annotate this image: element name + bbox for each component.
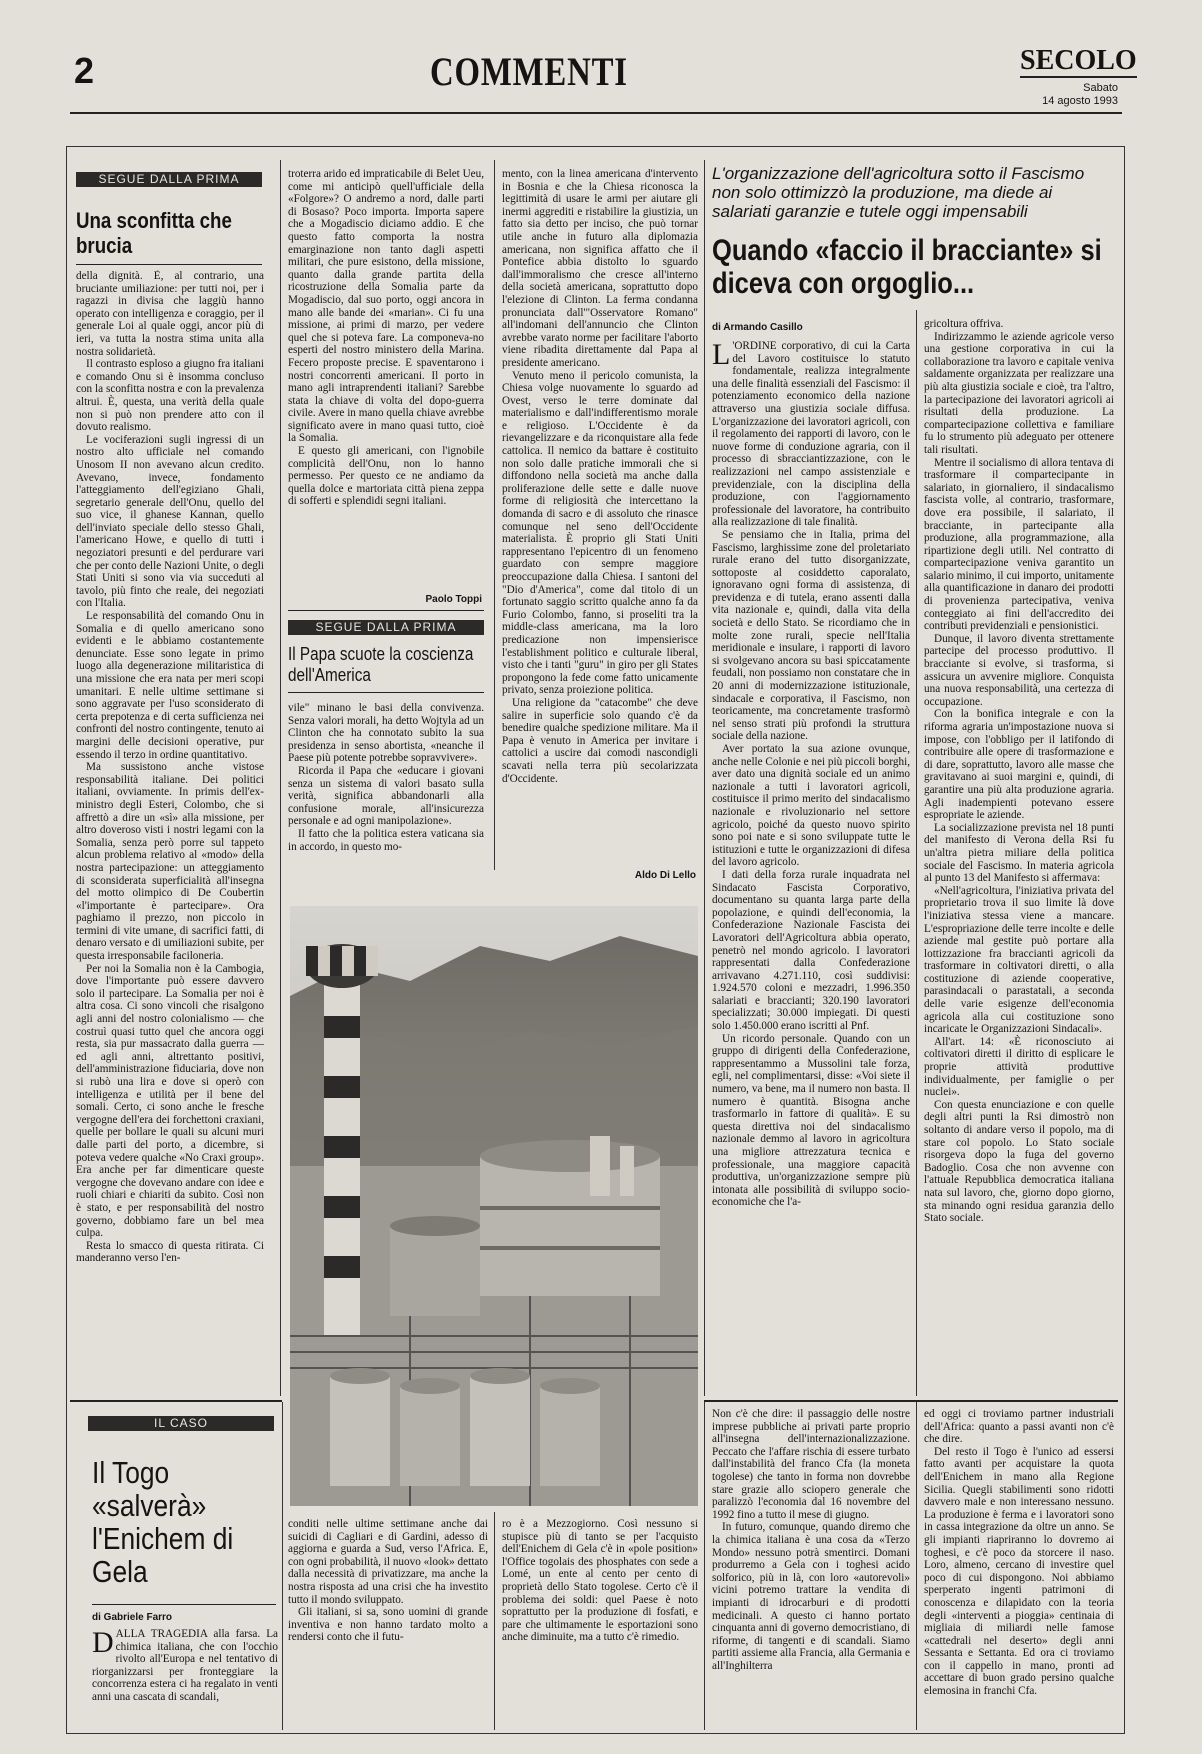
paragraph: Ma sussistono anche vistose responsabilità italiane. Dei politici italiani, ovviamente. In primis dell'ex-ministro degli Esteri, Colombo, che si affrettò a dire un «sì» alla missione, per altro doveroso visti i nostri legami con la Somalia, senza però porre sul tappeto alcun problema relativo al «modo» della nostra partecipazione: un atteggiamento di sconsiderata superficialità all'insegna del motto olimpico di De Coubertin «l'importante è partecipare». Ora paghiamo il prezzo, non piccolo in termini di vite umane, di sacrifici fatti, di denaro versato e di umiliazioni subite, per questa irresponsabile faciloneria. — [76, 761, 264, 963]
article4-col1 — [92, 1628, 278, 1724]
paragraph: della dignità. È, al contrario, una bruciante umiliazione: per tutti noi, per i ragazzi in divisa che laggiù hanno operato con intelligenza e coraggio, per il generale Loi al quale oggi, ancor più di ieri, va tutta la nostra stima unita alla nostra solidarietà. — [76, 270, 264, 358]
dateline-date: 14 agosto 1993 — [1042, 95, 1118, 107]
paragraph: Per noi la Somalia non è la Cambogia, dove l'importante può essere davvero solo il partecipare. La Somalia per noi è altra cosa. Ci sono vincoli che risalgono agli anni del nostro colonialismo — che costruì quasi tutto quel che ancora oggi resta, sia pur massacrato dalla guerra — ed agli anni, altrettanto positivi, dell'amministrazione fiduciaria, dove non si rubò una lira e dove si operò con intelligenza e utilità per il bene del somali. Certo, ci sono anche le fresche vergogne dell'era dei forchettoni craxiani, quelle per bollare le quali su alcuni muri dalle parti del porto, a dicembre, si poteva vedere qualche «No Craxi group». Era anche per far dimenticare queste vergogne che dovevano andare con idee e ruoli chiari e chiariti da subito. Così non è stato, e per responsabilità del nostro governo, dobbiamo fare un bel mea culpa. — [76, 962, 264, 1240]
column-rule — [916, 1402, 917, 1730]
paragraph: Ricorda il Papa che «educare i giovani senza un sistema di valori basato sulla verità, significa abbandonarli alla confusione morale, all'insicurezza personale e ad ogni manipolazione». — [288, 764, 484, 828]
article1-col2 — [288, 168, 484, 580]
paragraph: Resta lo smacco di questa ritirata. Ci manderanno verso l'en- — [76, 1239, 264, 1265]
article3-col1 — [712, 340, 910, 1400]
article3-byline: di Armando Casillo — [712, 322, 803, 333]
article4-col5 — [924, 1408, 1114, 1728]
paragraph: Le vociferazioni sugli ingressi di un nostro alto ufficiale nel comando Unosom II non avevano alcun credito. Avevano, invece, fondamento l'atteggiamento dell'egiziano Ghali, segretario generale dell'Onu, quello del suo vice, il ghanese Kannan, quello dell'inviato speciale dello stesso Ghali, l'americano Howe, e quello di tutti i negoziatori presunti e del perdurare vari che per conto delle Nazioni Unite, o degli Stati Uniti si sono via via succeduti al tavolo, più finto che reale, dei negoziati con l'Italia. — [76, 433, 264, 610]
article1-kicker: SEGUE DALLA PRIMA — [76, 172, 262, 187]
paragraph: mento, con la linea americana d'intervento in Bosnia e che la Chiesa riconosca la legittimità di usare le armi per aiutare gli inermi aggrediti e ristabilire la giustizia, un fatto sia detto per inciso, che può tornar utile anche in futuro alla diplomazia americana, non significa affatto che il Pontefice abbia distolto lo sguardo dall'immoralismo che cresce all'interno della società americana, soprattutto dopo l'elezione di Clinton. La ferma condanna pronunciata dall'"Osservatore Romano" all'indomani dell'annuncio che Clinton avrebbe varato norme per facilitare l'aborto viene ribadita direttamente dal Papa al presidente americano. — [502, 168, 698, 369]
paragraph: Una religione da "catacombe" che deve salire in superficie solo quando c'è da benedire qualche spedizione militare. Ma il Papa è venuto in America per invitare i cattolici a uscire dai comodi nascondigli scavati nella terra più secolarizzata d'Occidente. — [502, 696, 698, 785]
article2-headline: Il Papa scuote la coscienza dell'America — [288, 644, 474, 685]
paragraph: Del resto il Togo è l'unico ad essersi fatto avanti per acquistare la quota dell'Enichem in mano alla Regione Sicilia. Quegli stabilimenti sono ridotti davvero male e non interessano nessuno. La produzione è ferma e i lavoratori sono in cassa integrazione da oltre un anno. Se gli impianti riapriranno lo dovremo ai toghesi, e c'è poco da storcere il naso. Loro, almeno, cercano di investire quel poco di cui dispongono. Noi abbiamo sperperato ingenti patrimoni di conoscenza e dilapidato con la teoria degli «interventi a pioggia» centinaia di migliaia di miliardi nelle famose «cattedrali nel deserto» degli anni Sessanta e Settanta. Ed ora ci troviamo con il cappello in mano, pronti ad accettare di buon grado persino qualche elemosina in franchi Cfa. — [924, 1445, 1114, 1698]
paragraph: E questo gli americani, con l'ignobile complicità dell'Onu, non lo hanno permesso. Per questo ce ne andiamo da quella dolce e martoriata città piena zeppa di sofferti e splendidi segni italiani. — [288, 445, 484, 508]
drop-cap: L — [712, 340, 731, 371]
article-separator — [288, 610, 484, 611]
article4-kicker: IL CASO — [88, 1416, 274, 1431]
paragraph: Il contrasto esploso a giugno fra italiani e comando Onu si è insomma concluso con la sconfitta nostra e con la prevalenza altrui. È, questa, una verità della quale non si può non prendere atto con il dovuto realismo. — [76, 358, 264, 434]
column-rule — [282, 1402, 283, 1730]
article4-col2 — [288, 1518, 488, 1728]
article3-subhead: L'organizzazione dell'agricoltura sotto il Fascismo non solo ottimizzò la produzione, ma diede ai salariati garanzie e tutele oggi impensabili — [712, 164, 1085, 221]
article1-col1 — [76, 270, 264, 1392]
paragraph: Con la bonifica integrale e con la riforma agraria un'impostazione nuova si impose, con l'obbligo per il latifondo di contribuire alle opere di trasformazione e di dare, soprattutto, lavoro alle masse che gravitavano ai suoi margini e, quindi, di garantire una più alta produzione agraria. Agli inadempienti potevano essere espropriate le aziende. — [924, 708, 1114, 822]
industrial-plant-photo — [290, 906, 698, 1506]
article4-col4 — [712, 1408, 910, 1728]
paragraph: troterra arido ed impraticabile di Belet Ueu, come mi anticipò quell'ufficiale della «Folgore»? O andremo a nord, dalle parti di Bosaso? Poco importa. Importa sapere che a Mogadiscio diciamo addio. E che questo fatto comporta la nostra emarginazione non tanto dagli aspetti militari, che pure esistono, della missione, quanto dalla grande partita della ricostruzione della Somalia parte da Mogadiscio, dal suo porto, oggi ancora in mano alle bande dei «marian». Ci fu una missione, ai primi di marzo, per vedere quel che si poteva fare. La componeva-no esperti del nostro ministero della Marina. Fecero proposte precise. E spaventarono i nostri concorrenti americani. Il porto in mano agli intraprendenti italiani? Sarebbe stata la chiave di volta del dopo-guerra civile. Avere in mano quella chiave avrebbe significato avere in mano quasi tutto, cioè la Somalia. — [288, 168, 484, 445]
paragraph: ALLA TRAGEDIA alla farsa. La chimica italiana, che con l'occhio rivolto all'Europa e nel tentativo di riorganizzarsi per fronteggiare la concorrenza estera ci ha regalato in venti anni una cascata di scandali, — [92, 1628, 278, 1703]
column-rule — [494, 160, 495, 870]
paragraph: ro è a Mezzogiorno. Così nessuno si stupisce più di tanto se per l'acquisto dell'Enichem di Gela c'è in «pole position» l'Office togolais des phosphates con sede a Lomé, un ente al cento per cento di proprietà dello Stato togolese. Certo c'è il problema dei soldi: quel Paese è noto soprattutto per la produzione di fosfati, e pare che ultimamente le esportazioni sono anche diminuite, ma a tutto c'è rimedio. — [502, 1518, 698, 1644]
dateline — [1022, 82, 1118, 108]
paragraph: 'ORDINE corporativo, di cui la Carta del Lavoro costituisce lo statuto fondamentale, realizza integralmente una delle finalità essenziali del Fascismo: il potenziamento economico della nazione attraverso una giustizia sociale diffusa. L'organizzazione dei lavoratori agricoli, con il regolamento dei rapporti di lavoro, con le nuove forme di conduzione agraria, con il processo di sbracciantizzazione, con le realizzazioni nel campo assistenziale e previdenziale, con la disciplina della produzione, con l'aggiornamento professionale del lavoratore, ha contribuito alla realizzazione di tale finalità. — [712, 340, 910, 529]
paragraph: Dunque, il lavoro diventa strettamente partecipe del processo produttivo. Il bracciante si evolve, si trasforma, si assicura un avvenire migliore. Conquista una nuova responsabilità, una certezza di occupazione. — [924, 632, 1114, 708]
column-rule — [916, 310, 917, 1396]
paragraph: vile" minano le basi della convivenza. Senza valori morali, ha detto Wojtyla ad un Clinton che ha connotato subito la sua presidenza in senso abortista, «neanche il Paese più potente potrebbe sopravvivere». — [288, 702, 484, 765]
article4-headline: Il Togo «salverà» l'Enichem di Gela — [92, 1455, 234, 1589]
column-rule — [704, 160, 705, 1396]
paragraph: Gli italiani, si sa, sono uomini di grande inventiva e non hanno tardato molto a rendersi conto che il futu- — [288, 1606, 488, 1644]
paragraph: Se pensiamo che in Italia, prima del Fascismo, larghissime zone del proletariato rurale erano del tutto disorganizzate, sottoposte al cosiddetto caporalato, ignoravano ogni forma di assistenza, di previdenza e di tutela, erano assenti dalla vita nazionale e, quindi, dalla vita della società e dello Stato. Se ricordiamo che in molte zone rurali, specie nell'Italia meridionale e insulare, i rapporti di lavoro si svolgevano ancora su basi spiccatamente feudali, non possiamo non constatare che in 20 anni di modernizzazione istituzionale, sindacale e corporativa, il Fascismo, non teoricamente, ma concretamente trasformò nel senso strati più profondi la struttura sociale della nazione. — [712, 528, 910, 743]
paragraph: Con questa enunciazione e con quelle degli altri punti la Rsi dimostrò non soltanto di andare verso il popolo, ma di stare col popolo. Lo Stato sociale risorgeva dopo la fuga del governo Badoglio. Cosa che non avvenne con l'attuale Repubblica democratica italiana nata sul lavoro, che, giorno dopo giorno, sta minando ogni residua garanzia dello Stato sociale. — [924, 1098, 1114, 1225]
dateline-day: Sabato — [1083, 82, 1118, 94]
column-rule — [280, 160, 281, 1396]
article1-headline: Una sconfitta che brucia — [76, 208, 232, 259]
refinery-image — [290, 906, 698, 1506]
paragraph: ed oggi ci troviamo partner industriali dell'Africa: quanto a passi avanti non c'è che dire. — [924, 1408, 1114, 1446]
paragraph: I dati della forza rurale inquadrata nel Sindacato Fascista Corporativo, documentano su quanta larga parte della popolazione, e quindi dell'economia, la Confederazione Nazionale Fascista dei Lavoratori dell'Agricoltura abbia operato, penetrò nel mondo agricolo. I lavoratori rappresentati dalla Confederazione arrivavano 4.271.110, così suddivisi: 1.924.570 coloni e mezzadri, 1.996.350 salariati e braccianti; 320.190 lavoratori specializzati; 30.000 impiegati. Di questi solo 1.450.000 erano iscritti al Pnf. — [712, 868, 910, 1033]
paragraph: Indirizzammo le aziende agricole verso una gestione corporativa in cui la collaborazione tra lavoro e capitale veniva saldamente organizzata per realizzare una più alta giustizia sociale e cioè, tra l'altro, la partecipazione dei lavoratori agricoli ai risultati della produzione. La compartecipazione collettiva e familiare fu lo strumento più adeguato per ottenere tali risultati. — [924, 330, 1114, 456]
article2-col3 — [502, 168, 698, 858]
column-rule — [494, 1512, 495, 1730]
paragraph: conditi nelle ultime settimane anche dai suicidi di Cagliari e di Gardini, adesso di aggiorna e guarda a Sud, verso l'Africa. E, con ogni probabilità, il nuovo «look» dettato dalla necessità di privatizzare, ma anche la nostra risposta ad una crisi che ha investito tutto il mondo sviluppato. — [288, 1518, 488, 1606]
article4-head-rule — [92, 1604, 276, 1605]
paragraph: Non c'è che dire: il passaggio delle nostre imprese pubbliche ai privati parte proprio all'insegna dell'internazionalizzazione. Peccato che l'affare rischia di essere turbato dall'instabilità del franco Cfa (la moneta togolese) che tanto in forma non dovrebbe stare grazie allo sciopero generale che paralizzò l'economia dal 16 novembre del 1992 fino a tutto il mese di giugno. — [712, 1408, 910, 1521]
page-number: 2 — [74, 50, 95, 91]
article4-col3 — [502, 1518, 698, 1728]
article2-kicker: SEGUE DALLA PRIMA — [288, 620, 484, 635]
paragraph: Venuto meno il pericolo comunista, la Chiesa volge nuovamente lo sguardo ad Ovest, verso le terre dominate dal materialismo e dall'indifferentismo morale e religioso. L'Occidente è da rievangelizzare e da riconquistare alla fede cattolica. Il nemico da battare è costituito non solo dalle pratiche immorali che si diffondono nella società ma anche dalla proliferazione delle sette e dalle nuove forme di religiosità che intercettano la domanda di sacro e di assoluto che rinasce comunque nel seno dell'Occidente materialista. È proprio gli Stati Uniti rappresentano l'epicentro di un fenomeno guardato con sempre maggiore preoccupazione dalla Chiesa. I santoni del "Dio d'America", come dal titolo di un fortunato saggio scritto qualche anno fa da Furio Colombo, fanno, si proseliti tra la middle-class americana, ma la loro predicazione non impensierisce l'establishment politico e culturale liberal, visto che i tanti "guru" in giro per gli States propongono la fede come fatto unicamente privato, senza proiezione politica. — [502, 369, 698, 697]
paragraph: Le responsabilità del comando Onu in Somalia e di quello americano sono evidenti e le abbiamo costantemente denunciate. Esse sono legate in primo luogo alla degenerazione militaristica di una missione che era nata per meri scopi umanitari. E nelle ultime settimane si sono aggravate per l'uso sconsiderato di certa prepotenza e di certa sufficienza nei confronti del nostro contingente, tenuto ai margini delle decisioni operative, pur essendo il terzo in ordine quantitativo. — [76, 610, 264, 761]
article2-col2 — [288, 702, 484, 882]
header-rule — [70, 112, 1122, 114]
article4-byline: di Gabriele Farro — [92, 1612, 173, 1623]
article2-author: Aldo Di Lello — [634, 870, 696, 881]
article2-head-rule — [288, 692, 484, 693]
article1-head-rule — [76, 264, 262, 265]
article4-top-rule — [70, 1400, 282, 1402]
paragraph: All'art. 14: «È riconosciuto ai coltivatori diretti il diritto di esplicare le proprie attività produttive individualmente, per famiglie o per nuclei». — [924, 1035, 1114, 1099]
paragraph: Il fatto che la politica estera vaticana sia in accordo, in questo mo- — [288, 827, 484, 853]
column-rule — [704, 1402, 705, 1730]
paragraph: «Nell'agricoltura, l'iniziativa privata del proprietario trova il suo limite là dove l'iniziativa stessa viene a mancare. L'espropriazione delle terre incolte e delle aziende mal gestite può portare alla lottizzazione fra braccianti agricoli da trasformare in coltivatori diretti, o alla costituzione di aziende cooperative, parasindacali o parastatali, a seconda delle varie esigenze dell'economia agricola alla cui costituzione sono incaricate le Organizzazioni Sindacali». — [924, 884, 1114, 1036]
article3-headline: Quando «faccio il bracciante» si diceva con orgoglio... — [712, 234, 1102, 300]
article1-author: Paolo Toppi — [425, 594, 482, 605]
paragraph: Mentre il socialismo di allora tentava di trasformare il compartecipante in salariato, in giornaliero, il sindacalismo fascista volle, al contrario, trasformare, dove era possibile, il salariato, il bracciante, in partecipante alla produzione, alla programmazione, alla ripartizione degli utili. Nel contratto di compartecipazione veniva garantito un salario minimo, il cui importo, unitamente alla quantificazione in danaro dei prodotti di provenienza partecipativa, veniva conteggiato ai fini dell'accredito dei contributi previdenziali e pensionistici. — [924, 456, 1114, 633]
drop-cap: D — [92, 1628, 114, 1659]
article4-top-rule — [704, 1400, 1118, 1402]
article3-col2 — [924, 318, 1114, 1398]
masthead-logo: SECOLO — [1020, 45, 1137, 76]
paragraph: La socializzazione prevista nel 18 punti del manifesto di Verona della Rsi fu un'altra pietra miliare della politica sociale del Fascismo. In materia agricola al punto 13 del Manifesto si affermava: — [924, 821, 1114, 885]
paragraph: Un ricordo personale. Quando con un gruppo di dirigenti della Confederazione, rappresentammo a Mussolini tale forza, egli, nel complimentarsi, disse: «Voi siete il numero, va bene, ma il numero non basta. Il numero è quantità. Bisogna anche trasformarlo in fattore di qualità». E su questa direttiva noi del sindacalismo nazionale demmo al lavoro in agricoltura una migliore attrezzatura tecnica e professionale, una maggiore capacità produttiva, un'organizzazione sempre più intonata alle possibilità di sviluppo socio-economiche che l'a- — [712, 1032, 910, 1209]
section-title: COMMENTI — [430, 49, 628, 94]
paragraph: gricoltura offriva. — [924, 318, 1004, 330]
paragraph: Aver portato la sua azione ovunque, anche nelle Colonie e nei più piccoli borghi, aver dato una dignità sociale ed un animo nazionale a tutti i lavoratori agricoli, costituisce il primo merito del sindacalismo nazionale e rivoluzionario nel settore agricolo, poiché da questo nuovo spirito sono poi nate e si sono sviluppate tutte le istituzioni e tutte le organizzazioni di difesa del lavoro agricolo. — [712, 743, 910, 869]
paragraph: In futuro, comunque, quando diremo che la chimica italiana è una cosa da «Terzo Mondo» nessuno potrà smentirci. Domani produrremo a Gela con i toghesi acido solforico, più in là, con loro «autorevoli» vicini potremo trattare la vendita di impianti di idrocarburi e di prodotti medicinali. A questo ci hanno portato cinquanta anni di governo democristiano, di riforme, di tangenti e di scandali. Siamo partiti assieme alla Francia, alla Germania e all'Inghilterra — [712, 1521, 910, 1672]
